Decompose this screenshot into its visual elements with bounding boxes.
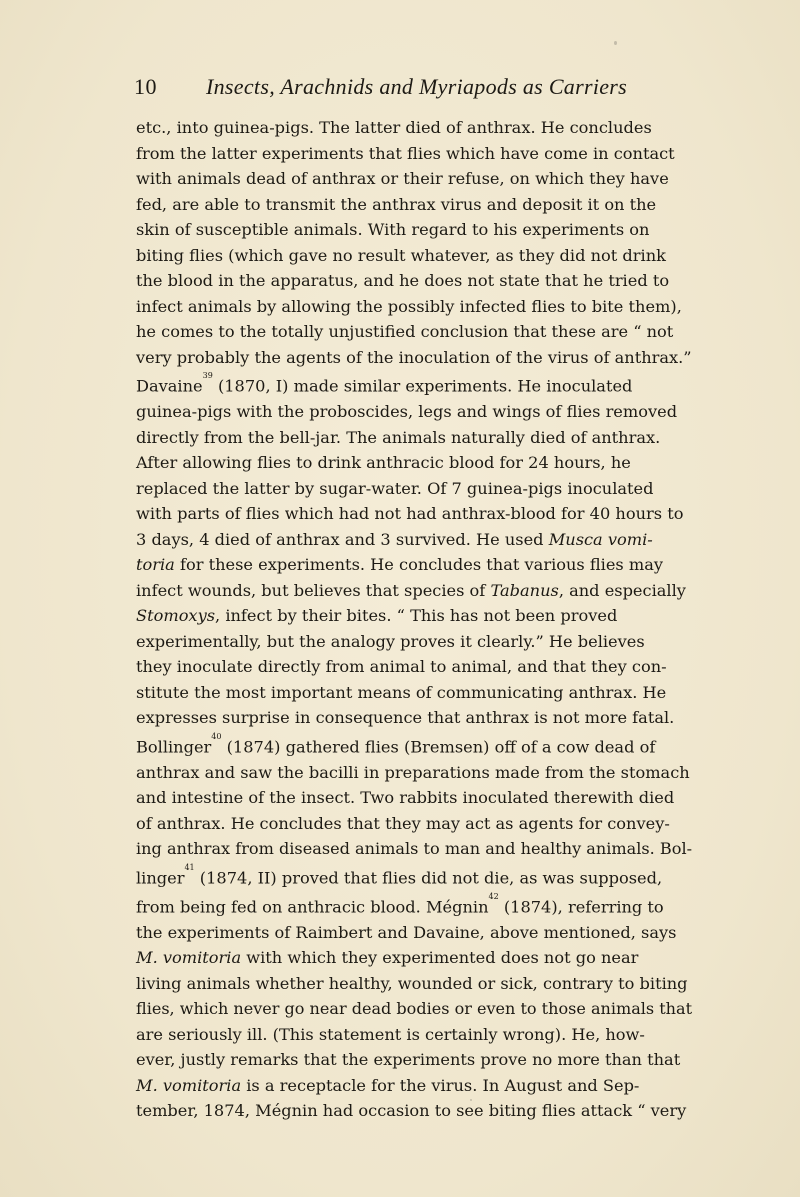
text-run: , infect by their bites. “ This has not been proved <box>215 606 618 626</box>
text-line <box>136 268 692 294</box>
paper-speck <box>470 1099 472 1101</box>
italic-term: M. vomitoria <box>136 948 242 968</box>
text-run: from the latter experiments that flies which have come in contact <box>136 143 675 163</box>
text-line <box>136 527 692 553</box>
text-run: skin of susceptible animals. With regard to his experiments on <box>136 220 650 240</box>
text-run: biting flies (which gave no result whatever, as they did not drink <box>136 245 666 265</box>
italic-term: Stomoxys <box>136 606 216 626</box>
text-run: is a receptacle for the virus. In August and Sep- <box>241 1075 640 1095</box>
text-line <box>136 425 692 451</box>
text-run: Bollinger <box>136 737 212 757</box>
text-run: After allowing flies to drink anthracic blood for 24 hours, he <box>136 453 631 473</box>
text-line <box>136 450 692 476</box>
text-run: infect animals by allowing the possibly infected flies to bite them), <box>136 296 682 316</box>
italic-term: Tabanus <box>490 580 559 600</box>
text-line <box>136 192 692 218</box>
text-run: the blood in the apparatus, and he does not state that he tried to <box>136 271 670 291</box>
text-run: (1874) gathered flies (Bremsen) off of a cow dead of <box>221 737 656 757</box>
text-line <box>136 578 692 604</box>
text-line <box>136 785 692 811</box>
page-number: 10 <box>134 74 157 99</box>
text-run: with which they experimented does not go near <box>241 948 639 968</box>
text-line <box>136 345 692 371</box>
text-run: from being fed on anthracic blood. Mégnin <box>136 897 489 917</box>
text-line <box>136 731 692 760</box>
text-run: ever, justly remarks that the experiments prove no more than that <box>136 1050 681 1070</box>
text-run: infect wounds, but believes that species of <box>136 580 491 600</box>
text-line <box>136 836 693 862</box>
reference-number: 41 <box>184 862 195 872</box>
text-run: stitute the most important means of communicating anthrax. He <box>136 682 667 702</box>
text-line <box>136 811 692 837</box>
text-run: (1870, I) made similar experiments. He inoculated <box>212 376 633 396</box>
text-line <box>136 862 692 891</box>
text-run: of anthrax. He concludes that they may act as agents for convey- <box>136 813 670 833</box>
text-line <box>136 654 692 680</box>
italic-term: M. vomitoria <box>136 1075 242 1095</box>
text-line <box>136 399 692 425</box>
text-run: they inoculate directly from animal to animal, and that they con- <box>136 657 667 677</box>
reference-number: 40 <box>211 731 222 741</box>
text-line <box>136 501 692 527</box>
text-run: guinea-pigs with the proboscides, legs and wings of flies removed <box>136 402 678 422</box>
text-run: fed, are able to transmit the anthrax virus and deposit it on the <box>136 194 657 214</box>
text-line <box>136 319 692 345</box>
text-run: he comes to the totally unjustified conclusion that these are “ not <box>136 322 674 342</box>
text-run: (1874, II) proved that flies did not die, as was supposed, <box>194 868 663 888</box>
text-run: anthrax and saw the bacilli in preparations made from the stomach <box>136 762 690 782</box>
body-paragraph <box>136 115 692 1124</box>
text-run: replaced the latter by sugar-water. Of 7 guinea-pigs inoculated <box>136 478 654 498</box>
text-run: ing anthrax from diseased animals to man and healthy animals. Bol- <box>136 839 693 859</box>
text-run: flies, which never go near dead bodies or even to those animals that <box>136 999 693 1019</box>
reference-number: 42 <box>488 891 499 901</box>
italic-term: toria <box>136 555 175 575</box>
text-line <box>136 629 692 655</box>
text-line <box>136 552 692 578</box>
text-line <box>136 243 692 269</box>
text-line <box>136 996 693 1022</box>
text-run: with parts of flies which had not had anthrax-blood for 40 hours to <box>136 504 684 524</box>
text-line <box>136 945 692 971</box>
text-line <box>136 1047 692 1073</box>
reference-number: 39 <box>202 371 213 381</box>
text-run: living animals whether healthy, wounded or sick, contrary to biting <box>136 973 688 993</box>
text-run: very probably the agents of the inoculation of the virus of anthrax.” <box>136 347 692 367</box>
text-run: are seriously ill. (This statement is certainly wrong). He, how- <box>136 1024 645 1044</box>
text-line <box>136 294 692 320</box>
text-run: experimentally, but the analogy proves it clearly.” He believes <box>136 631 645 651</box>
text-line <box>136 141 692 167</box>
text-run: etc., into guinea-pigs. The latter died of anthrax. He concludes <box>136 118 652 137</box>
text-line <box>136 680 692 706</box>
text-line <box>136 217 692 243</box>
text-line <box>136 166 692 192</box>
text-run: for these experiments. He concludes that various flies may <box>174 555 664 575</box>
text-run: directly from the bell-jar. The animals naturally died of anthrax. <box>136 427 661 447</box>
text-line <box>136 920 692 946</box>
text-run: Davaine <box>136 376 203 396</box>
text-run: expresses surprise in consequence that anthrax is not more fatal. <box>136 708 675 728</box>
text-run: linger <box>136 868 185 888</box>
text-line <box>136 971 692 997</box>
text-line <box>136 1098 692 1124</box>
text-run: the experiments of Raimbert and Davaine, above mentioned, says <box>136 922 677 942</box>
text-line <box>136 603 692 629</box>
text-line <box>136 115 692 141</box>
text-line <box>136 760 692 786</box>
text-line <box>136 1073 692 1099</box>
text-run: tember, 1874, Mégnin had occasion to see biting flies attack “ very <box>136 1101 687 1121</box>
text-run: with animals dead of anthrax or their refuse, on which they have <box>136 169 669 189</box>
text-run: 3 days, 4 died of anthrax and 3 survived. He used <box>136 529 549 549</box>
italic-term: Musca vomi- <box>548 529 653 549</box>
page-header <box>134 74 694 104</box>
running-title: Insects, Arachnids and Myriapods as Carriers <box>206 74 628 99</box>
text-run: , and especially <box>558 580 686 600</box>
text-line <box>136 891 692 920</box>
text-line <box>136 370 692 399</box>
text-line <box>136 476 692 502</box>
text-run: (1874), referring to <box>498 897 664 917</box>
text-line <box>136 705 692 731</box>
text-line <box>136 1022 692 1048</box>
text-run: and intestine of the insect. Two rabbits inoculated therewith died <box>136 788 675 808</box>
paper-speck <box>614 41 617 45</box>
